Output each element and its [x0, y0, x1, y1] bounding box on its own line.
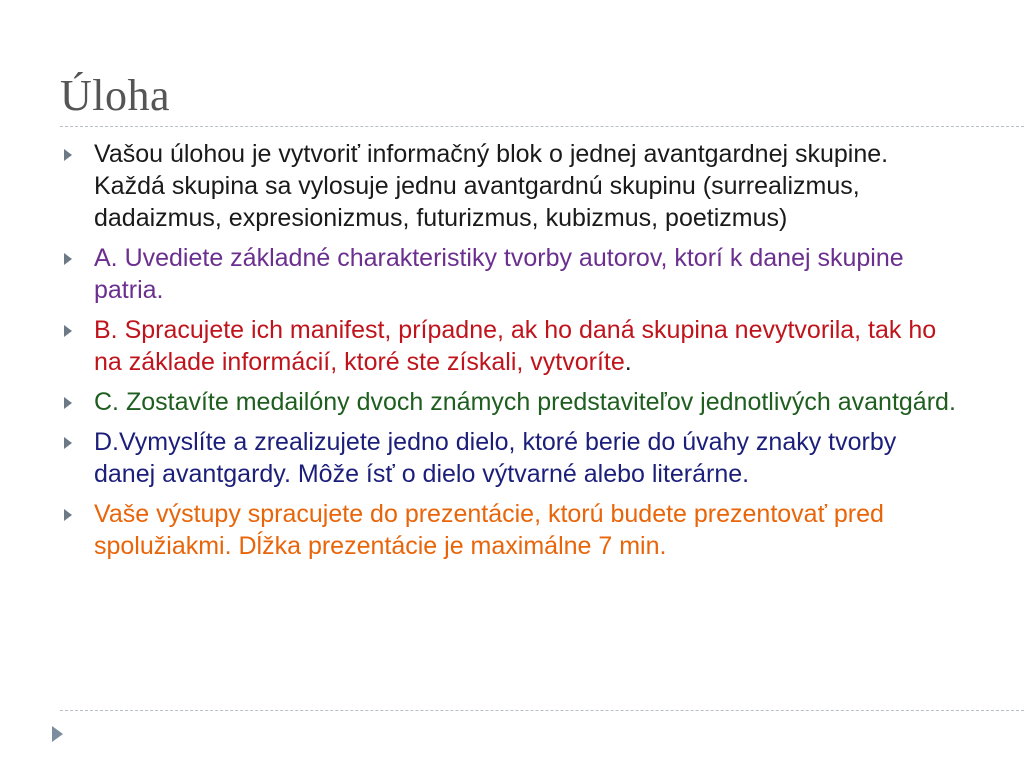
- bullet-triangle-icon: [64, 253, 72, 265]
- bullet-item: [60, 138, 960, 234]
- bullet-triangle-icon: [64, 149, 72, 161]
- bullet-triangle-icon: [64, 509, 72, 521]
- bullet-triangle-icon: [64, 397, 72, 409]
- bullet-text: D.Vymyslíte a zrealizujete jedno dielo, ktoré berie do úvahy znaky tvorby danej avantgardy. Môže ísť o dielo výtvarné alebo literárne.: [94, 428, 897, 488]
- bullet-list: [60, 138, 960, 570]
- bullet-item: [60, 242, 960, 306]
- corner-triangle-icon: [52, 726, 63, 742]
- slide-title: Úloha: [60, 71, 171, 120]
- title-divider: [60, 126, 1024, 127]
- bullet-text: Vašou úlohou je vytvoriť informačný blok o jednej avantgardnej skupine. Každá skupina sa vylosuje jednu avantgardnú skupinu (surrealizmus, dadaizmus, expresionizmus, futurizmus, kubizmus, poetizmus): [94, 140, 889, 232]
- bullet-text: A. Uvediete základné charakteristiky tvorby autorov, ktorí k danej skupine patria.: [94, 244, 904, 304]
- bullet-text: C. Zostavíte medailóny dvoch známych predstaviteľov jednotlivých avantgárd.: [94, 388, 956, 416]
- bullet-item: [60, 426, 960, 490]
- bullet-text: B. Spracujete ich manifest, prípadne, ak ho daná skupina nevytvorila, tak ho na základe informácií, ktoré ste získali, vytvoríte: [94, 316, 937, 376]
- bullet-item: [60, 314, 960, 378]
- bullet-tail: .: [624, 348, 632, 376]
- bullet-item: [60, 386, 960, 418]
- bullet-text: Vaše výstupy spracujete do prezentácie, ktorú budete prezentovať pred spolužiakmi. Dĺžka prezentácie je maximálne 7 min.: [94, 500, 884, 560]
- bullet-triangle-icon: [64, 437, 72, 449]
- bullet-triangle-icon: [64, 325, 72, 337]
- footer-divider: [60, 710, 1024, 711]
- bullet-item: [60, 498, 960, 562]
